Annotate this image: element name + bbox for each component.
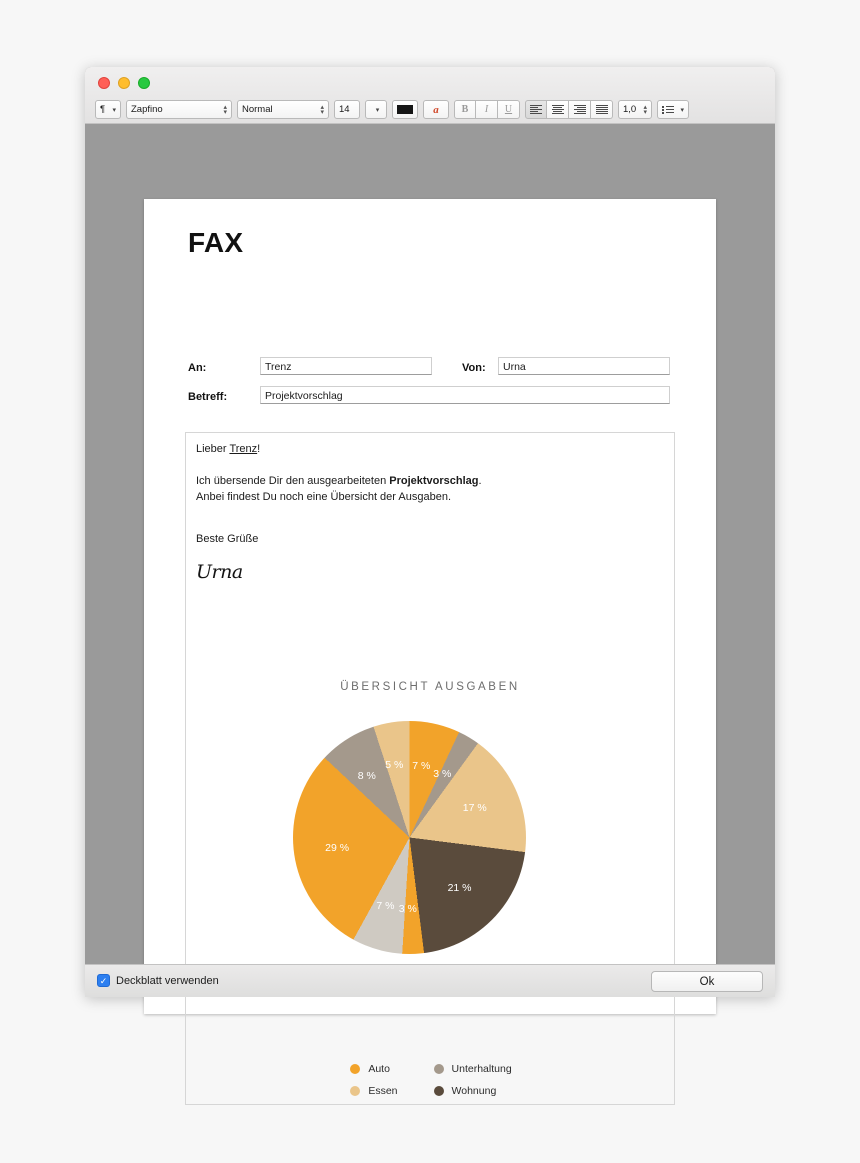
pie-slice-label: 8 % [357, 769, 376, 782]
italic-button[interactable] [476, 100, 498, 119]
label-betreff: Betreff: [188, 391, 228, 403]
paragraph-line1-suffix: . [478, 475, 482, 487]
underline-icon: U [504, 104, 513, 115]
align-right-button[interactable] [569, 100, 591, 119]
legend-item [434, 1085, 512, 1097]
legend-label-wohnung: Wohnung [451, 1085, 497, 1097]
bullet-list-icon [662, 106, 674, 114]
font-size-menu-button[interactable] [365, 100, 387, 119]
paragraph-line2: Anbei findest Du noch eine Übersicht der Ausgaben. [196, 491, 451, 503]
close-window-button[interactable] [98, 77, 110, 89]
legend-swatch-unterhaltung [434, 1064, 444, 1074]
pie-slice-label: 29 % [325, 841, 350, 854]
sender-value: Urna [503, 360, 526, 373]
format-toolbar [85, 95, 775, 124]
label-an: An: [188, 362, 207, 374]
legend-item [350, 1085, 397, 1097]
pie-slice-label: 3 % [398, 902, 417, 915]
text-color-icon: a [433, 103, 439, 116]
pie-graphic [293, 721, 526, 954]
stepper-icon: ▴ ▾ [320, 103, 324, 116]
chevron-down-icon: ▾ [375, 106, 380, 114]
closing-line: Beste Grüße [196, 533, 259, 545]
subject-value: Projektvorschlag [265, 389, 343, 402]
text-color-button[interactable] [423, 100, 449, 119]
legend-swatch-auto [350, 1064, 360, 1074]
font-size-value: 14 [339, 104, 350, 115]
font-family-value: Zapfino [131, 104, 163, 115]
recipient-input[interactable] [260, 357, 432, 375]
page-title: FAX [188, 227, 244, 258]
pie-slice-label: 7 % [376, 899, 395, 912]
recipient-value: Trenz [265, 360, 292, 373]
ok-button-label: Ok [699, 975, 715, 988]
ok-button[interactable] [651, 971, 763, 992]
legend-swatch-essen [350, 1086, 360, 1096]
signature: Urna [196, 561, 243, 583]
pie-slice-label: 7 % [412, 760, 431, 772]
window-titlebar [85, 67, 775, 124]
legend-column-left [350, 1063, 397, 1097]
pie-slice-label: 21 % [447, 881, 472, 894]
paragraph-line1-bold: Projektvorschlag [389, 475, 479, 487]
window-controls [98, 77, 150, 89]
paragraph-marks-button[interactable] [95, 100, 121, 119]
stepper-icon: ▴ ▾ [223, 103, 227, 116]
legend-column-right [434, 1063, 512, 1097]
paragraph-line1-prefix: Ich übersende Dir den ausgearbeiteten [196, 475, 390, 487]
align-right-icon [574, 105, 586, 114]
color-swatch-icon [397, 105, 413, 114]
italic-icon: I [484, 104, 489, 115]
bold-icon: B [461, 104, 469, 115]
text-style-group [454, 100, 520, 119]
line-spacing-value: 1,0 [623, 104, 637, 115]
paragraph-style-select[interactable] [237, 100, 329, 119]
message-body[interactable] [185, 432, 675, 1105]
pie-slice-label: 3 % [433, 768, 452, 781]
align-center-button[interactable] [547, 100, 569, 119]
font-family-select[interactable] [126, 100, 232, 119]
dialog-footer [85, 964, 775, 997]
legend-swatch-wohnung [434, 1086, 444, 1096]
message-paragraph [196, 473, 482, 505]
greeting-line [196, 441, 260, 457]
subject-input[interactable] [260, 386, 670, 404]
greeting-suffix: ! [257, 443, 261, 455]
align-left-icon [530, 105, 542, 114]
align-center-icon [552, 105, 564, 114]
underline-button[interactable] [498, 100, 520, 119]
alignment-group [525, 100, 613, 119]
greeting-name: Trenz [229, 443, 258, 455]
minimize-window-button[interactable] [118, 77, 130, 89]
chevron-down-icon: ▾ [112, 106, 116, 114]
maximize-window-button[interactable] [138, 77, 150, 89]
list-style-select[interactable] [657, 100, 689, 119]
checkbox-checked-icon: ✓ [97, 974, 110, 987]
paragraph-style-value: Normal [242, 104, 273, 115]
align-justify-icon [596, 105, 608, 114]
highlight-color-button[interactable] [392, 100, 418, 119]
fax-page [144, 199, 716, 1097]
legend-label-unterhaltung: Unterhaltung [451, 1063, 512, 1075]
legend-item [434, 1063, 512, 1075]
align-left-button[interactable] [525, 100, 547, 119]
cover-sheet-label: Deckblatt verwenden [116, 974, 219, 987]
align-justify-button[interactable] [591, 100, 613, 119]
chart-legend [186, 1063, 676, 1097]
stepper-icon: ▴ ▾ [643, 103, 647, 116]
font-size-input[interactable] [334, 100, 360, 119]
greeting-prefix: Lieber [196, 443, 230, 455]
chart-title: ÜBERSICHT AUSGABEN [340, 681, 520, 693]
legend-label-auto: Auto [368, 1063, 390, 1075]
label-von: Von: [462, 362, 486, 374]
chevron-down-icon: ▾ [680, 106, 684, 114]
pie-slice-label: 17 % [462, 801, 487, 814]
fax-dialog-window [85, 67, 775, 1097]
line-spacing-select[interactable] [618, 100, 652, 119]
legend-label-essen: Essen [368, 1085, 398, 1097]
sender-input[interactable] [498, 357, 670, 375]
pilcrow-icon: ¶ [100, 104, 106, 115]
legend-item [350, 1063, 397, 1075]
pie-slice-label: 5 % [385, 759, 404, 772]
bold-button[interactable] [454, 100, 476, 119]
cover-sheet-checkbox[interactable] [97, 974, 219, 987]
